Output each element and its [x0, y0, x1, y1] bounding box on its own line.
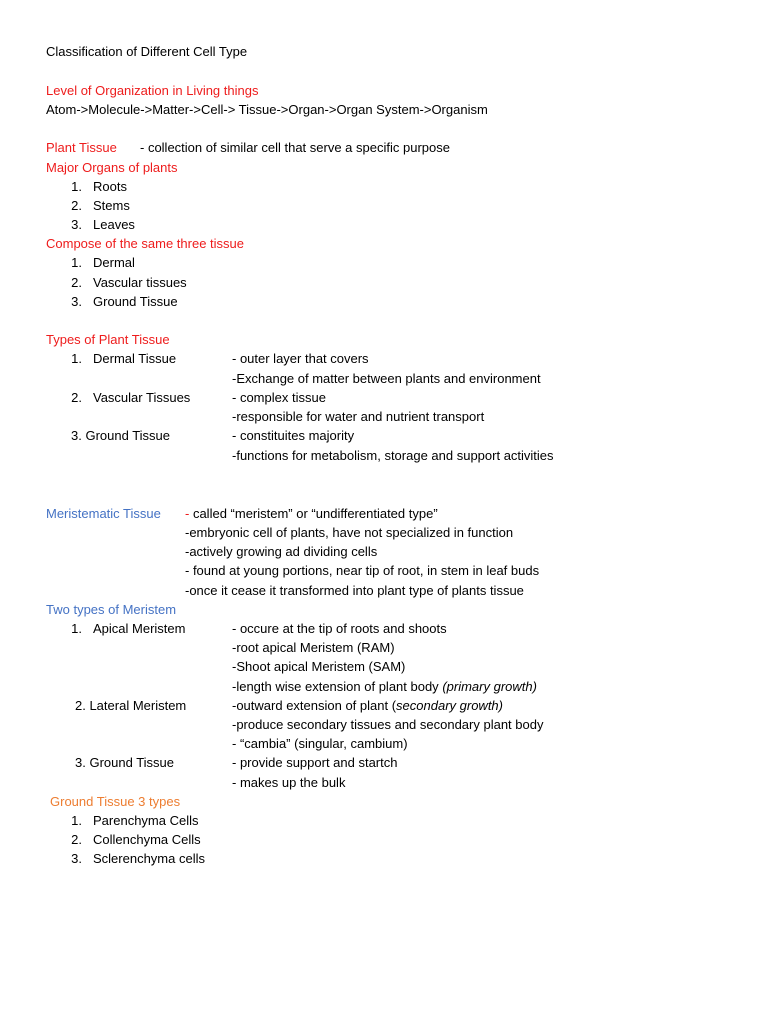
- list-number: 3.: [71, 851, 82, 866]
- list-number: 2.: [71, 832, 82, 847]
- meristem-description: - “cambia” (singular, cambium): [232, 736, 408, 751]
- list-item: Roots: [93, 179, 127, 194]
- meristem-name: Apical Meristem: [93, 621, 186, 636]
- tissue-name: Vascular Tissues: [93, 390, 191, 405]
- list-number: 1.: [71, 351, 82, 366]
- tissue-description: - constituites majority: [232, 428, 355, 443]
- meristematic-first-line: [185, 506, 438, 522]
- list-item: Dermal: [93, 255, 135, 270]
- meristem-description: -produce secondary tissues and secondary plant body: [232, 717, 544, 732]
- meristem-name: 2. Lateral Meristem: [75, 698, 187, 713]
- list-number: 1.: [71, 621, 82, 636]
- meristem-description: [232, 698, 503, 714]
- meristem-description: -Shoot apical Meristem (SAM): [232, 659, 406, 674]
- list-item: Parenchyma Cells: [93, 813, 199, 828]
- tissue-description: -Exchange of matter between plants and environment: [232, 371, 541, 386]
- meristematic-line: -actively growing ad dividing cells: [185, 544, 378, 559]
- meristematic-line: -embryonic cell of plants, have not specialized in function: [185, 525, 514, 540]
- meristematic-heading: Meristematic Tissue: [46, 506, 161, 521]
- list-item: Collenchyma Cells: [93, 832, 201, 847]
- description-text: -outward extension of plant (: [232, 698, 397, 713]
- list-item: Leaves: [93, 217, 135, 232]
- list-number: 3.: [71, 294, 82, 309]
- plant-tissue-definition: - collection of similar cell that serve a specific purpose: [140, 140, 450, 155]
- description-italic: secondary growth): [396, 698, 503, 713]
- tissue-description: - complex tissue: [232, 390, 326, 405]
- meristematic-line: - found at young portions, near tip of root, in stem in leaf buds: [185, 563, 540, 578]
- tissue-name: Dermal Tissue: [93, 351, 177, 366]
- meristem-description: - provide support and startch: [232, 755, 398, 770]
- levels-heading: Level of Organization in Living things: [46, 83, 259, 98]
- red-dash: -: [185, 506, 190, 521]
- list-item: Stems: [93, 198, 130, 213]
- types-plant-tissue-heading: Types of Plant Tissue: [46, 332, 170, 347]
- levels-chain: Atom->Molecule->Matter->Cell-> Tissue->Organ->Organ System->Organism: [46, 102, 488, 117]
- meristem-description: - occure at the tip of roots and shoots: [232, 621, 447, 636]
- plant-tissue-heading: Plant Tissue: [46, 140, 117, 155]
- list-number: 2.: [71, 275, 82, 290]
- list-number: 2.: [71, 198, 82, 213]
- meristem-description: -root apical Meristem (RAM): [232, 640, 395, 655]
- list-number: 1.: [71, 813, 82, 828]
- description-italic: (primary growth): [442, 679, 537, 694]
- description-text: -length wise extension of plant body: [232, 679, 443, 694]
- meristematic-line: -once it cease it transformed into plant type of plants tissue: [185, 583, 524, 598]
- major-organs-heading: Major Organs of plants: [46, 160, 178, 175]
- meristem-description: - makes up the bulk: [232, 775, 346, 790]
- two-types-meristem-heading: Two types of Meristem: [46, 602, 177, 617]
- list-item: Ground Tissue: [93, 294, 178, 309]
- tissue-description: -responsible for water and nutrient transport: [232, 409, 485, 424]
- tissue-description: - outer layer that covers: [232, 351, 369, 366]
- list-item: Vascular tissues: [93, 275, 187, 290]
- list-number: 3.: [71, 217, 82, 232]
- ground-tissue-types-heading: Ground Tissue 3 types: [50, 794, 181, 809]
- list-number: 1.: [71, 179, 82, 194]
- tissue-description: -functions for metabolism, storage and support activities: [232, 448, 554, 463]
- list-item: Sclerenchyma cells: [93, 851, 205, 866]
- meristematic-first-text: called “meristem” or “undifferentiated type”: [189, 506, 438, 521]
- meristem-description: [232, 679, 537, 695]
- document-title: Classification of Different Cell Type: [46, 44, 248, 59]
- list-number: 1.: [71, 255, 82, 270]
- list-number: 2.: [71, 390, 82, 405]
- three-tissue-heading: Compose of the same three tissue: [46, 236, 244, 251]
- meristem-name: 3. Ground Tissue: [75, 755, 174, 770]
- tissue-name: 3. Ground Tissue: [71, 428, 170, 443]
